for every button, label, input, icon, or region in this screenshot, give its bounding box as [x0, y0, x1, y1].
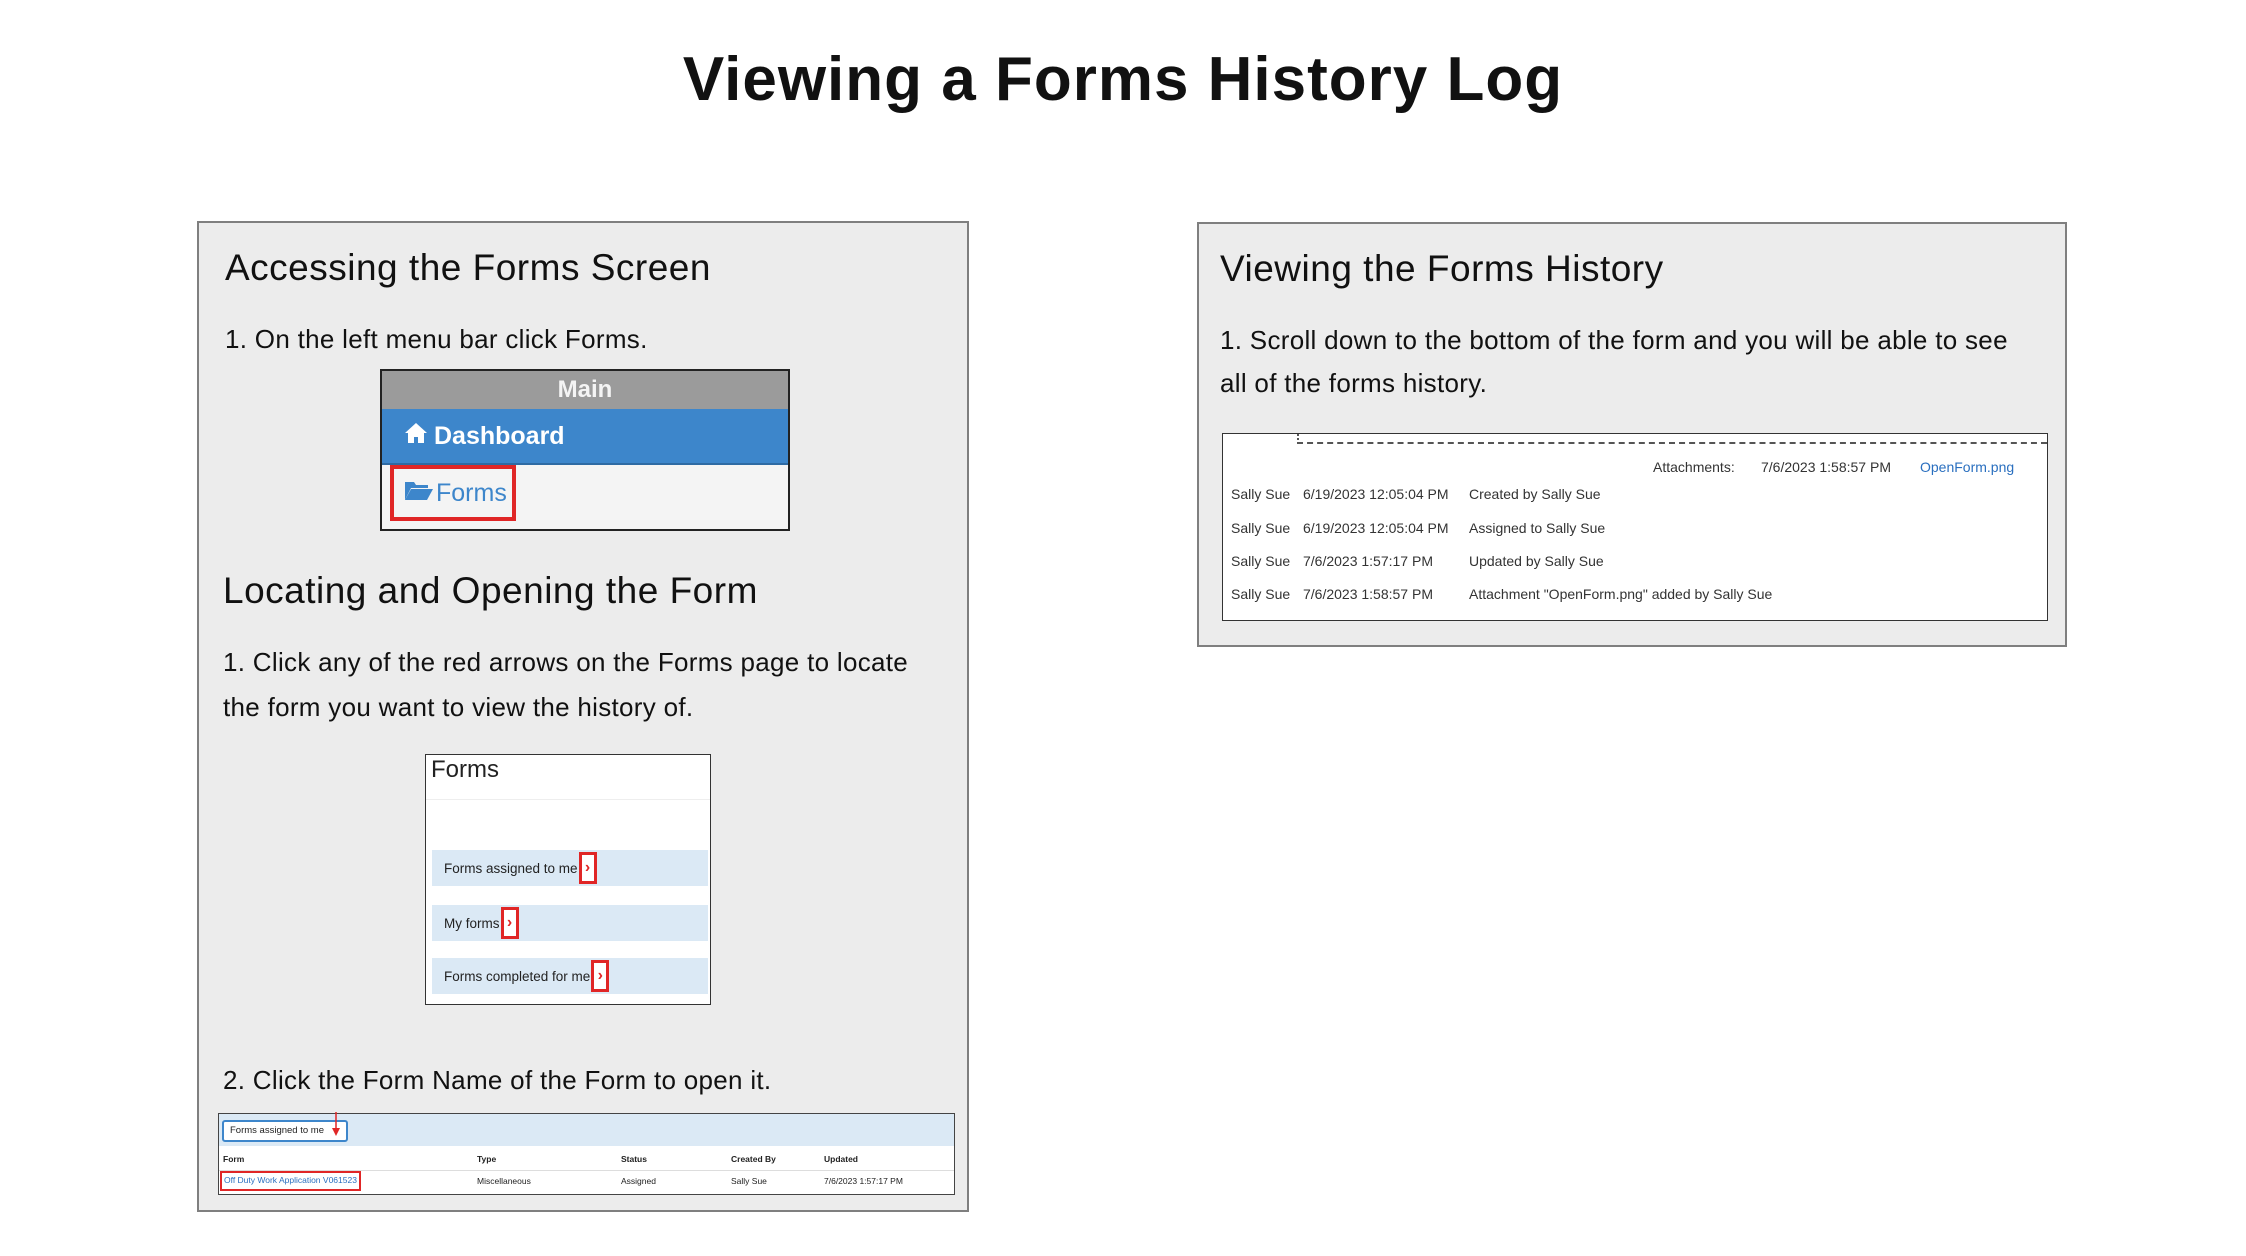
history-action: Attachment "OpenForm.png" added by Sally Sue: [1469, 586, 1773, 602]
list-item-forms-assigned: [432, 850, 708, 886]
column-header-updated: Updated: [824, 1154, 858, 1164]
attachment-file-link[interactable]: OpenForm.png: [1920, 459, 2015, 475]
column-header-type: Type: [477, 1154, 497, 1164]
table-cell-type: Miscellaneous: [477, 1176, 531, 1186]
left-instruction-panel: [197, 221, 969, 1212]
column-header-created-by: Created By: [731, 1154, 776, 1164]
menu-screenshot: [380, 369, 790, 531]
forms-history-screenshot: [1222, 433, 2048, 621]
menu-item-dashboard-label: Dashboard: [434, 421, 565, 450]
list-item-my-forms: [432, 905, 708, 941]
menu-item-dashboard[interactable]: [382, 409, 788, 465]
history-date: 7/6/2023 1:57:17 PM: [1303, 553, 1433, 569]
step-click-red-arrows-line1: 1. Click any of the red arrows on the Forms page to locate: [223, 647, 909, 677]
table-cell-created-by: Sally Sue: [731, 1176, 767, 1186]
home-icon: [404, 422, 434, 451]
list-item-label: Forms completed for me: [444, 968, 591, 984]
divider: [426, 799, 710, 800]
history-user: Sally Sue: [1231, 486, 1291, 502]
menu-item-forms[interactable]: [390, 465, 516, 521]
attachment-date: 7/6/2023 1:58:57 PM: [1761, 459, 1891, 475]
forms-assigned-button[interactable]: Forms assigned to me: [222, 1120, 348, 1142]
history-date: 6/19/2023 12:05:04 PM: [1303, 486, 1449, 502]
menu-header: Main: [382, 371, 788, 409]
divider: [1297, 442, 2047, 444]
list-item-label: Forms assigned to me: [444, 860, 578, 876]
list-item-forms-completed: [432, 958, 708, 994]
history-user: Sally Sue: [1231, 520, 1291, 536]
step-scroll-down-line2: all of the forms history.: [1220, 368, 1488, 398]
form-name-link[interactable]: Off Duty Work Application V061523: [220, 1171, 361, 1191]
section-heading-locating-form: Locating and Opening the Form: [223, 570, 758, 611]
chevron-right-icon[interactable]: ›: [591, 960, 609, 992]
history-date: 7/6/2023 1:58:57 PM: [1303, 586, 1433, 602]
section-heading-accessing-forms: Accessing the Forms Screen: [225, 247, 711, 288]
folder-open-icon: [404, 479, 436, 508]
step-click-forms: 1. On the left menu bar click Forms.: [225, 324, 648, 354]
table-cell-updated: 7/6/2023 1:57:17 PM: [824, 1176, 903, 1186]
history-action: Updated by Sally Sue: [1469, 553, 1604, 569]
history-user: Sally Sue: [1231, 553, 1291, 569]
right-instruction-panel: [1197, 222, 2067, 647]
list-item-label: My forms: [444, 915, 500, 931]
step-scroll-down-line1: 1. Scroll down to the bottom of the form and you will be able to see: [1220, 325, 2008, 355]
step-click-form-name: 2. Click the Form Name of the Form to open it.: [223, 1065, 772, 1095]
menu-item-forms-label: Forms: [436, 478, 507, 507]
table-cell-status: Assigned: [621, 1176, 656, 1186]
section-heading-viewing-history: Viewing the Forms History: [1220, 248, 1664, 289]
step-click-red-arrows-line2: the form you want to view the history of.: [223, 692, 694, 722]
page-title: Viewing a Forms History Log: [682, 45, 1564, 114]
forms-list-screenshot: [425, 754, 711, 1005]
column-header-status: Status: [621, 1154, 647, 1164]
column-header-form: Form: [223, 1154, 245, 1164]
chevron-right-icon[interactable]: ›: [579, 852, 597, 884]
attachments-label: Attachments:: [1653, 459, 1735, 475]
chevron-right-icon[interactable]: ›: [501, 907, 519, 939]
history-action: Assigned to Sally Sue: [1469, 520, 1606, 536]
form-table-screenshot: [218, 1113, 955, 1195]
arrow-down-icon: [332, 1112, 340, 1136]
history-user: Sally Sue: [1231, 586, 1291, 602]
history-action: Created by Sally Sue: [1469, 486, 1601, 502]
history-date: 6/19/2023 12:05:04 PM: [1303, 520, 1449, 536]
forms-list-title: Forms: [431, 756, 499, 783]
